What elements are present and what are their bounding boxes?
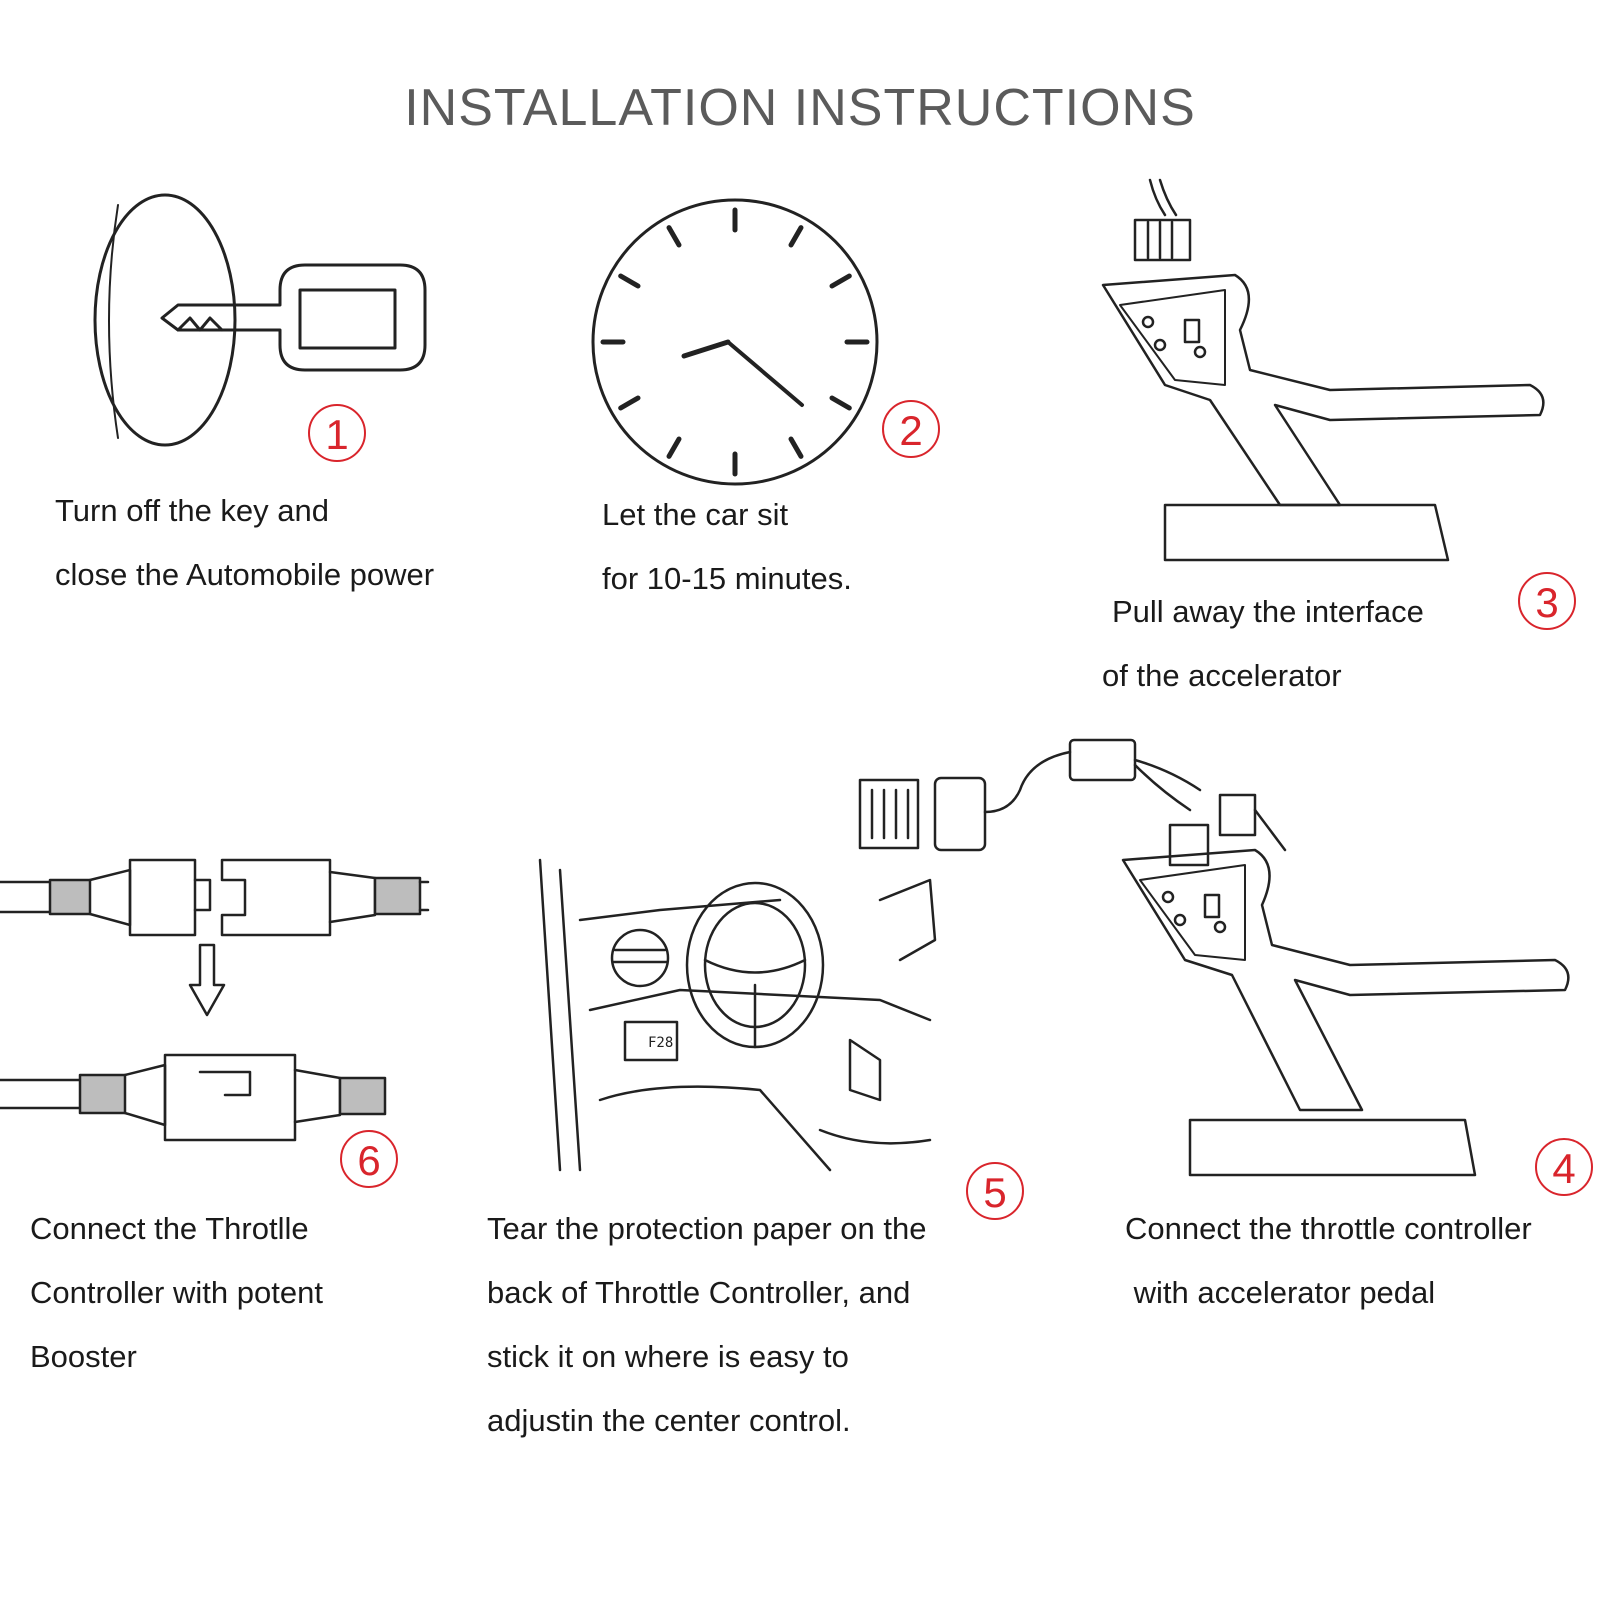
controller-display: F28 [648, 1035, 674, 1051]
step-1-line-2: close the Automobile power [55, 557, 435, 592]
pedal-with-controller-icon [860, 740, 1568, 1175]
step-1-line-1: Turn off the key and [55, 493, 330, 528]
step-4-line-2: with accelerator pedal [1125, 1275, 1436, 1310]
clock-tick [791, 439, 801, 456]
step-1-caption [55, 479, 434, 607]
step-6-line-3: Booster [30, 1339, 137, 1374]
clock-icon [593, 200, 877, 484]
step-3-line-1: Pull away the interface [1112, 594, 1424, 629]
step-2-caption [602, 483, 852, 611]
clock-tick [621, 398, 638, 408]
step-5-line-3: stick it on where is easy to [487, 1339, 849, 1374]
step-6-line-2: Controller with potent [30, 1275, 323, 1310]
step-3-line-2: of the accelerator [1102, 658, 1342, 693]
step-5-line-4: adjustin the center control. [487, 1403, 851, 1438]
step-4-caption [1125, 1197, 1532, 1325]
clock-hands [684, 342, 802, 405]
step-3-badge: 3 [1518, 572, 1576, 630]
step-6-badge: 6 [340, 1130, 398, 1188]
step-2-line-2: for 10-15 minutes. [602, 561, 852, 596]
step-1-badge: 1 [308, 404, 366, 462]
clock-tick [832, 398, 849, 408]
step-4-badge: 4 [1535, 1138, 1593, 1196]
step-3-caption [1102, 580, 1424, 708]
step-6-caption [30, 1197, 323, 1389]
car-dashboard-icon [540, 860, 935, 1170]
step-2-badge: 2 [882, 400, 940, 458]
clock-tick [669, 228, 679, 245]
clock-tick [621, 276, 638, 286]
step-6-line-1: Connect the Throtlle [30, 1211, 309, 1246]
clock-tick [791, 228, 801, 245]
step-4-line-1: Connect the throttle controller [1125, 1211, 1532, 1246]
step-2-line-1: Let the car sit [602, 497, 789, 532]
step-5-caption [487, 1197, 926, 1453]
step-5-line-2: back of Throttle Controller, and [487, 1275, 911, 1310]
ignition-key-icon [95, 195, 425, 445]
clock-tick [669, 439, 679, 456]
step-5-line-1: Tear the protection paper on the [487, 1211, 927, 1246]
accelerator-pedal-icon [1103, 180, 1543, 560]
clock-tick [832, 276, 849, 286]
step-5-badge: 5 [966, 1162, 1024, 1220]
page-title: INSTALLATION INSTRUCTIONS [404, 79, 1196, 137]
cable-connector-icon [0, 860, 428, 1140]
